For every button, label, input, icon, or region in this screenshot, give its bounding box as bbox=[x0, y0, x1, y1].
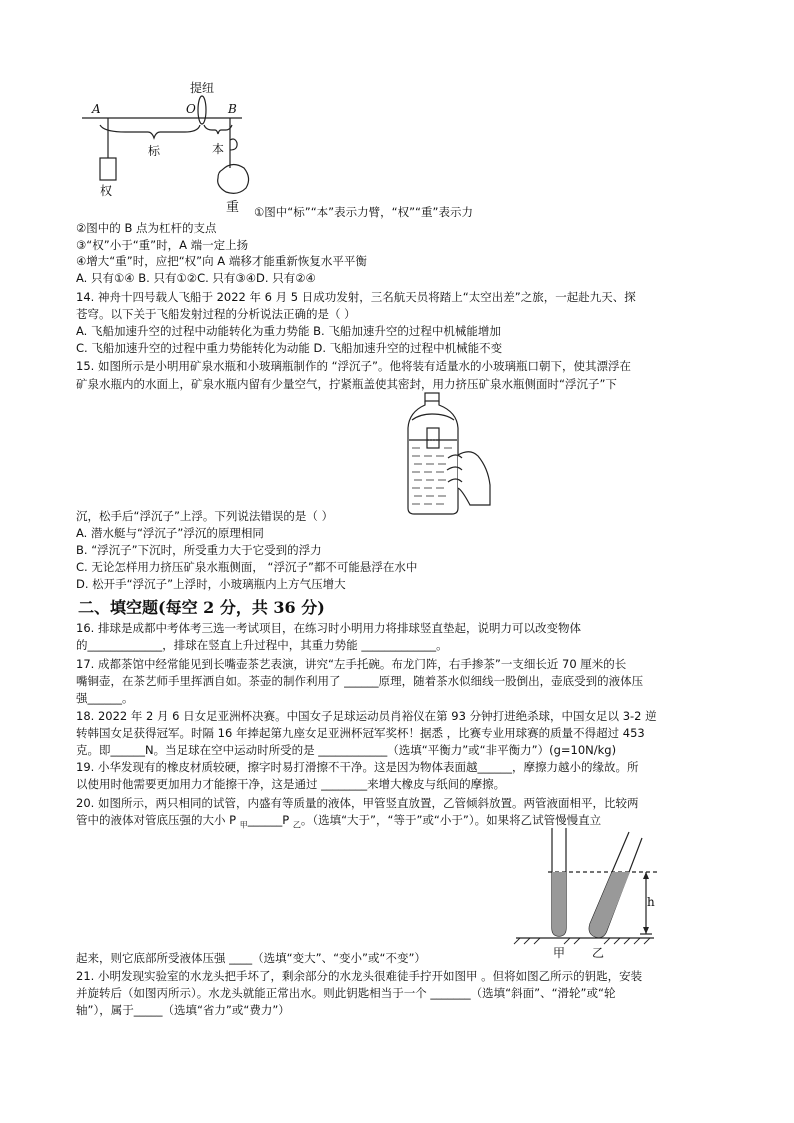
q21-line-2: 并旋转后（如图丙所示）。水龙头就能正常出水。则此钥匙相当于一个 _______（选填“斜面”、“滑轮”或“轮 bbox=[76, 986, 616, 1000]
lever-label-tizu: 提纽 bbox=[190, 81, 215, 95]
q21-line-1: 21. 小明发现实验室的水龙头把手坏了，剩余部分的水龙头很难徒手拧开如图甲 。但将如图乙所示的钥匙，安装 bbox=[76, 969, 643, 983]
q19-line-1: 19. 小华发现有的橡皮材质较硬，擦字时易打滑擦不干净。这是因为物体表面越______，摩擦力越小的缘故。所 bbox=[76, 760, 639, 774]
q20-line-1: 20. 如图所示，两只相同的试管，内盛有等质量的液体，甲管竖直放置，乙管倾斜放置。两管液面相平，比较两 bbox=[76, 796, 639, 810]
q17-line-3: 强______。 bbox=[76, 691, 134, 705]
q20-line-2-pre: 管中的液体对管底压强的大小 P bbox=[76, 813, 240, 827]
q14-option-cd: C. 飞船加速升空的过程中重力势能转化为动能 D. 飞船加速升空的过程中机械能不变 bbox=[76, 341, 503, 355]
q14-line-1: 14. 神舟十四号载人飞船于 2022 年 6 月 5 日成功发射，三名航天员将踏上“太空出差”之旅，一起赴九天、探 bbox=[76, 290, 636, 304]
lever-label-zhong: 重 bbox=[226, 200, 240, 215]
lever-label-biao: 标 bbox=[148, 144, 161, 158]
q13-option-3: ③“权”小于“重”时，A 端一定上扬 bbox=[76, 238, 249, 252]
q15-option-b: B. “浮沉子”下沉时，所受重力大于它受到的浮力 bbox=[76, 543, 322, 557]
q20-line-2-mid: ______P bbox=[247, 813, 293, 827]
q19-line-2: 以使用时他需要更加用力才能擦干净，这是通过 ________来增大橡皮与纸间的摩擦。 bbox=[76, 777, 506, 791]
lever-label-a: A bbox=[92, 102, 101, 116]
q17-line-1: 17. 成都茶馆中经常能见到长嘴壶茶艺表演，讲究“左手托碗。布龙门阵，右手掺茶”一支细长近 70 厘米的长 bbox=[76, 657, 627, 671]
q14-line-2: 苍穹。以下关于飞船发射过程的分析说法正确的是（ ） bbox=[76, 307, 356, 321]
lever-label-b: B bbox=[228, 102, 237, 116]
q16-line-1: 16. 排球是成都中考体考三选一考试项目，在练习时小明用力将排球竖直垫起，说明力可以改变物体 bbox=[76, 621, 581, 635]
tube-label-jia: 甲 bbox=[553, 946, 566, 960]
q18-line-3: 克。即______N。当足球在空中运动时所受的是 ____________（选填“平衡力”或“非平衡力”）(g=10N/kg) bbox=[76, 743, 617, 757]
q20-line-2-post: 。（选填“大于”，“等于”或“小于”）。如果将乙试管慢慢直立 bbox=[300, 813, 602, 827]
q15-line-3: 沉，松手后“浮沉子”上浮。下列说法错误的是（ ） bbox=[76, 509, 334, 523]
q18-line-2: 转韩国女足获得冠军。时隔 16 年捧起第九座女足亚洲杯冠军奖杯！据悉 ，比赛专业用球赛的质量不得超过 453 bbox=[76, 726, 645, 740]
lever-label-o: O bbox=[186, 102, 196, 116]
q21-line-3: 轴”），属于_____（选填“省力”或“费力”） bbox=[76, 1003, 290, 1017]
q16-line-2: 的_____________，排球在竖直上升过程中，其重力势能 _____________。 bbox=[76, 638, 448, 652]
q15-option-c: C. 无论怎样用力挤压矿泉水瓶侧面， “浮沉子”都不可能悬浮在水中 bbox=[76, 560, 418, 574]
q15-line-2: 矿泉水瓶内的水面上，矿泉水瓶内留有少量空气，拧紧瓶盖使其密封，用力挤压矿泉水瓶侧面时“浮沉子”下 bbox=[76, 377, 617, 391]
q20-line-3: 起来，则它底部所受液体压强 ____（选填“变大”、“变小”或“不变”） bbox=[76, 951, 426, 965]
q15-option-a: A. 潜水艇与“浮沉子”浮沉的原理相同 bbox=[76, 526, 264, 540]
q13-choices: A. 只有①④ B. 只有①②C. 只有③④D. 只有②④ bbox=[76, 271, 316, 285]
q17-line-2: 嘴铜壶，在茶艺师手里挥洒自如。茶壶的制作利用了 ______原理，随着茶水似细线一股倒出，壶底受到的液体压 bbox=[76, 674, 644, 688]
lever-label-ben: 本 bbox=[212, 142, 225, 156]
q14-option-ab: A. 飞船加速升空的过程中动能转化为重力势能 B. 飞船加速升空的过程中机械能增加 bbox=[76, 324, 501, 338]
tube-label-h: h bbox=[647, 895, 655, 909]
q18-line-1: 18. 2022 年 2 月 6 日女足亚洲杯决赛。中国女子足球运动员肖裕仪在第 93 分钟打进绝杀球，中国女足以 3-2 逆 bbox=[76, 709, 657, 723]
q15-line-1: 15. 如图所示是小明用矿泉水瓶和小玻璃瓶制作的 “浮沉子”。他将装有适量水的小玻璃瓶口朝下，使其漂浮在 bbox=[76, 359, 632, 373]
q13-option-2: ②图中的 B 点为杠杆的支点 bbox=[76, 221, 217, 235]
section-2-title: 二、填空题(每空 2 分，共 36 分) bbox=[78, 598, 325, 617]
q13-option-4: ④增大“重”时，应把“权”向 A 端移才能重新恢复水平平衡 bbox=[76, 254, 367, 268]
q20-sub-jia: 甲 bbox=[239, 820, 248, 830]
tube-label-yi: 乙 bbox=[592, 946, 605, 960]
q15-option-d: D. 松开手“浮沉子”上浮时，小玻璃瓶内上方气压增大 bbox=[76, 577, 346, 591]
lever-label-quan: 权 bbox=[100, 184, 113, 198]
q20-sub-yi: 乙 bbox=[292, 820, 301, 830]
q13-option-1: ①图中“标”“本”表示力臂，“权”“重”表示力 bbox=[254, 205, 473, 219]
